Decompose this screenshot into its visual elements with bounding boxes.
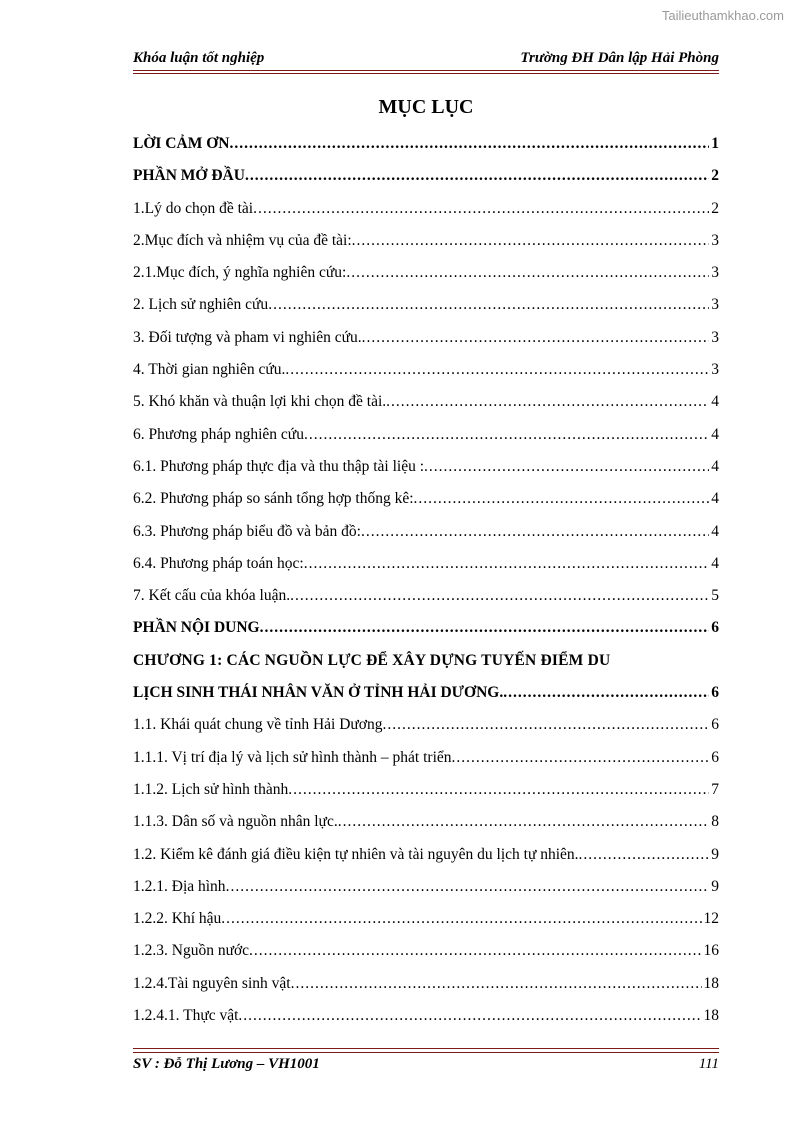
watermark: Tailieuthamkhao.com xyxy=(661,8,784,23)
toc-leader-dots xyxy=(338,806,710,838)
toc-entry-page: 3 xyxy=(711,361,719,379)
toc-entry[interactable] xyxy=(133,483,719,515)
header-left-text: Khóa luận tốt nghiệp xyxy=(133,50,265,66)
toc-entry[interactable] xyxy=(133,193,719,225)
toc-entry-page: 6 xyxy=(711,716,719,734)
toc-leader-dots xyxy=(260,612,710,644)
toc-entry[interactable] xyxy=(133,322,719,354)
toc-leader-dots xyxy=(238,1000,701,1032)
page-footer xyxy=(133,1056,719,1076)
page-number: 111 xyxy=(698,1056,719,1072)
toc-entry-label: 3. Đối tượng và pham vi nghiên cứu. xyxy=(133,328,362,346)
toc-entry-label: 5. Khó khăn và thuận lợi khi chọn đề tài. xyxy=(133,393,387,411)
toc-leader-dots xyxy=(414,483,710,515)
toc-entry[interactable] xyxy=(133,871,719,903)
toc-leader-dots xyxy=(346,257,709,289)
toc-entry-page: 3 xyxy=(711,231,719,249)
toc-entry-page: 4 xyxy=(711,490,719,508)
toc-leader-dots xyxy=(253,193,709,225)
toc-leader-dots xyxy=(245,160,709,192)
toc-entry[interactable] xyxy=(133,742,719,774)
toc-leader-dots xyxy=(304,419,709,451)
toc-entry[interactable] xyxy=(133,935,719,967)
toc-entry[interactable] xyxy=(133,128,719,160)
toc-entry-label: 1.2.2. Khí hậu xyxy=(133,910,222,928)
toc-entry-page: 4 xyxy=(711,457,719,475)
toc-entry[interactable] xyxy=(133,968,719,1000)
toc-entry-page: 18 xyxy=(703,974,719,992)
toc-entry-label: 1.2.3. Nguồn nước xyxy=(133,942,250,960)
toc-entry-label: PHẦN MỞ ĐẦU xyxy=(133,167,245,185)
toc-entry[interactable] xyxy=(133,709,719,741)
toc-entry-page: 5 xyxy=(711,587,719,605)
toc-entry-label: 1.1.2. Lịch sử hình thành xyxy=(133,780,289,798)
toc-entry-page: 6 xyxy=(711,684,719,702)
toc-entry-page: 2 xyxy=(711,199,719,217)
toc-leader-dots xyxy=(268,289,709,321)
toc-entry-label: 4. Thời gian nghiên cứu. xyxy=(133,361,286,379)
toc-entry-page: 16 xyxy=(703,942,719,960)
toc-entry-label: 2.1.Mục đích, ý nghĩa nghiên cứu: xyxy=(133,264,347,282)
toc-leader-dots xyxy=(249,935,701,967)
toc-leader-dots xyxy=(361,516,709,548)
toc-entry-page: 4 xyxy=(711,425,719,443)
toc-entry-label: 6.2. Phương pháp so sánh tổng hợp thống kê: xyxy=(133,490,414,508)
toc-entry-label-line1: CHƯƠNG 1: CÁC NGUỒN LỰC ĐỂ XÂY DỰNG TUYẾN ĐIỂM DU xyxy=(133,651,611,669)
footer-author: SV : Đỗ Thị Lương – VH1001 xyxy=(133,1056,320,1072)
toc-entry-label: 1.1.1. Vị trí địa lý và lịch sử hình thành – phát triển xyxy=(133,748,452,766)
toc-entry-label: 1.2.4.1. Thực vật xyxy=(133,1007,239,1025)
header-right-text: Trường ĐH Dân lập Hải Phòng xyxy=(520,50,719,66)
toc-entry-label: 6.1. Phương pháp thực địa và thu thập tài liệu : xyxy=(133,457,425,475)
toc-entry[interactable] xyxy=(133,774,719,806)
toc-entry[interactable] xyxy=(133,645,719,710)
toc-entry-label: 1.Lý do chọn đề tài xyxy=(133,199,254,217)
toc-leader-dots xyxy=(503,677,709,709)
toc-entry-label: 6.3. Phương pháp biểu đồ và bản đồ: xyxy=(133,522,361,540)
toc-entry[interactable] xyxy=(133,839,719,871)
toc-leader-dots xyxy=(424,451,709,483)
toc-entry-label: 2.Mục đích và nhiệm vụ của đề tài: xyxy=(133,231,352,249)
toc-entry-page: 7 xyxy=(711,780,719,798)
toc-entry-page: 18 xyxy=(703,1007,719,1025)
toc-leader-dots xyxy=(290,580,709,612)
toc-entry[interactable] xyxy=(133,419,719,451)
toc-entry[interactable] xyxy=(133,548,719,580)
header-rule xyxy=(133,70,719,74)
toc-entry[interactable] xyxy=(133,289,719,321)
toc-entry[interactable] xyxy=(133,451,719,483)
toc-entry-page: 9 xyxy=(711,877,719,895)
toc-entry-label: PHẦN NỘI DUNG xyxy=(133,619,260,637)
toc-entry[interactable] xyxy=(133,806,719,838)
toc-leader-dots xyxy=(229,128,709,160)
toc-entry-page: 4 xyxy=(711,393,719,411)
toc-entry-label: LỊCH SINH THÁI NHÂN VĂN Ở TỈNH HẢI DƯƠNG. xyxy=(133,684,504,702)
toc-entry-label: 1.1. Khái quát chung về tỉnh Hải Dương xyxy=(133,716,383,734)
toc-entry-page: 4 xyxy=(711,522,719,540)
toc-entry[interactable] xyxy=(133,354,719,386)
toc-entry-label: 1.2.4.Tài nguyên sinh vật xyxy=(133,974,291,992)
toc-entry-label: 1.2. Kiểm kê đánh giá điều kiện tự nhiên và tài nguyên du lịch tự nhiên. xyxy=(133,845,579,863)
toc-entry-page: 3 xyxy=(711,264,719,282)
toc-entry-page: 9 xyxy=(711,845,719,863)
toc-entry[interactable] xyxy=(133,516,719,548)
page-header xyxy=(133,50,719,70)
page-title: MỤC LỤC xyxy=(378,96,474,118)
toc-entry-label: 2. Lịch sử nghiên cứu xyxy=(133,296,269,314)
toc-entry-label: 7. Kết cấu của khóa luận. xyxy=(133,587,291,605)
toc-entry-page: 6 xyxy=(711,748,719,766)
toc-entry-page: 6 xyxy=(711,619,719,637)
toc-leader-dots xyxy=(226,871,710,903)
toc-leader-dots xyxy=(288,774,709,806)
toc-entry-label: 6.4. Phương pháp toán học: xyxy=(133,554,304,572)
toc-entry[interactable] xyxy=(133,225,719,257)
toc-entry[interactable] xyxy=(133,257,719,289)
toc-leader-dots xyxy=(362,322,710,354)
toc-entry[interactable] xyxy=(133,1000,719,1032)
toc-entry-label: 1.1.3. Dân số và nguồn nhân lực. xyxy=(133,813,338,831)
toc-leader-dots xyxy=(382,709,709,741)
toc-entry-page: 3 xyxy=(711,328,719,346)
toc-leader-dots xyxy=(352,225,710,257)
toc-leader-dots xyxy=(386,386,709,418)
toc-entry[interactable] xyxy=(133,386,719,418)
toc-leader-dots xyxy=(291,968,702,1000)
toc-entry-label: 1.2.1. Địa hình xyxy=(133,877,226,895)
footer-rule xyxy=(133,1048,719,1053)
toc-entry[interactable] xyxy=(133,612,719,644)
toc-entry-page: 12 xyxy=(703,910,719,928)
toc-entry-page: 1 xyxy=(711,135,719,152)
table-of-contents xyxy=(133,128,719,1032)
toc-entry[interactable] xyxy=(133,903,719,935)
toc-leader-dots xyxy=(304,548,710,580)
toc-leader-dots xyxy=(285,354,709,386)
toc-leader-dots xyxy=(221,903,701,935)
toc-entry-page: 8 xyxy=(711,813,719,831)
toc-entry[interactable] xyxy=(133,580,719,612)
toc-leader-dots xyxy=(452,742,710,774)
toc-entry-page: 4 xyxy=(711,554,719,572)
toc-entry-page: 2 xyxy=(711,167,719,185)
toc-entry[interactable] xyxy=(133,160,719,192)
toc-entry-label: LỜI CẢM ƠN xyxy=(133,135,230,152)
toc-entry-page: 3 xyxy=(711,296,719,314)
toc-leader-dots xyxy=(579,839,710,871)
toc-entry-label: 6. Phương pháp nghiên cứu xyxy=(133,425,304,443)
